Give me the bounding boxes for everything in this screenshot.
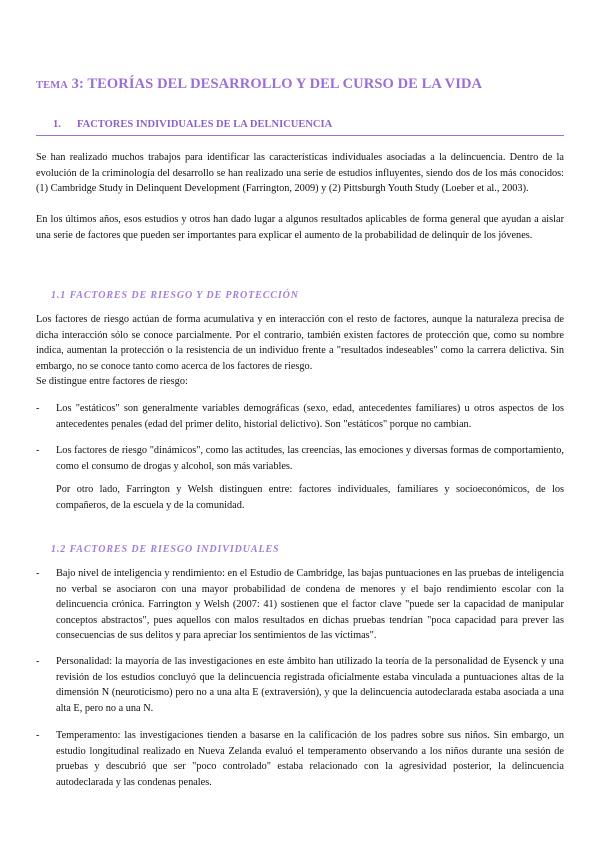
intro-paragraph-2: En los últimos años, esos estudios y otros han dado lugar a algunos resultados aplicables de forma general que ayudan a aislar una serie de factores que pueden ser importantes para explicar el aumento de la probabilidad de delinquir de los jóvenes. [36,214,564,241]
section-1-2-heading: 1.2 FACTORES DE RIESGO INDIVIDUALES [51,544,280,555]
list-dash: - [36,445,40,456]
section-1-1-heading: 1.1 FACTORES DE RIESGO Y DE PROTECCIÓN [51,290,299,301]
intro-paragraph-1: Se han realizado muchos trabajos para identificar las características individuales asociadas a la delincuencia. Dentro de la evolución de la criminología del desarrollo se han realizado una serie de estudios influyentes, siendo dos de los más conocidos: (1) Cambridge Study in Delinquent Development (Farrington, 2009) y (2) Pittsburgh Youth Study (Loeber et al., 2003). [36,152,564,195]
personality-item: Personalidad: la mayoría de las investigaciones en este ámbito han utilizado la teoría de la personalidad de Eysenck y una revisión de los estudios concluyó que la delincuencia registrada oficialmente estaba vinculada a puntuaciones altas de la dimensión N (neuroticismo) pero no a una alta E (extraversión), y que la delincuencia autodeclarada estaba asociada a una alta E, pero no a una N. [56,656,564,714]
title-text: 3: TEORÍAS DEL DESARROLLO Y DEL CURSO DE LA VIDA [67,76,483,92]
section-1-1-paragraph-2: Se distingue entre factores de riesgo: [36,376,188,387]
section-1-heading [53,119,332,130]
list-dash: - [36,656,40,667]
title-prefix: TEMA [36,80,68,91]
risk-static-item: Los "estáticos" son generalmente variables demográficas (sexo, edad, antecedentes familiares) u otros aspectos de los antecedentes penales (edad del primer delito, historial delictivo). Son "estáticos" porque no cambian. [56,403,564,430]
section-1-1-paragraph-3: Por otro lado, Farrington y Welsh distinguen entre: factores individuales, familiares y socioeconómicos, de los compañeros, de la escuela y de la comunidad. [56,484,564,511]
section-1-title: FACTORES INDIVIDUALES DE LA DELNICUENCIA [77,119,333,130]
temperament-item: Temperamento: las investigaciones tienden a basarse en la calificación de los padres sobre sus niños. Sin embargo, un estudio longitudinal realizado en Nueva Zelanda evaluó el temperamento observando a los niños durante una sesión de pruebas y descubrió que ser "poco controlado" estaba relacionado con la agresividad posterior, la delincuencia autodeclarada y las condenas penales. [56,730,564,788]
page-title [36,76,482,93]
section-divider [36,135,564,136]
intelligence-item: Bajo nivel de inteligencia y rendimiento: en el Estudio de Cambridge, las bajas puntuaciones en las pruebas de inteligencia no verbal se asociaron con una mayor probabilidad de condena de menores y el bajo rendimiento escolar con la delincuencia crónica. Farrington y Welsh (2007: 41) sostienen que el factor clave "puede ser la capacidad de manipular conceptos abstractos", pues aquellos con malos resultados en dichas pruebas tendrían "poca capacidad para prever las consecuencias de sus delitos y para apreciar los sentimientos de las víctimas". [56,568,564,642]
list-dash: - [36,730,40,741]
section-1-number: 1. [53,119,61,130]
list-dash: - [36,403,40,414]
list-dash: - [36,568,40,579]
section-1-1-paragraph-1: Los factores de riesgo actúan de forma acumulativa y en interacción con el resto de factores, aunque la naturaleza precisa de dicha interacción sólo se conoce parcialmente. Por el contrario, también existen factores de protección que, como su nombre indica, aumentan la protección o la resistencia de un individuo frente a "resultados indeseables" como la carrera delictiva. Sin embargo, no se conoce tanto como acerca de los factores de riesgo. [36,314,564,372]
risk-dynamic-item: Los factores de riesgo "dinámicos", como las actitudes, las creencias, las emociones y diversas formas de comportamiento, como el consumo de drogas y alcohol, son más variables. [56,445,564,472]
